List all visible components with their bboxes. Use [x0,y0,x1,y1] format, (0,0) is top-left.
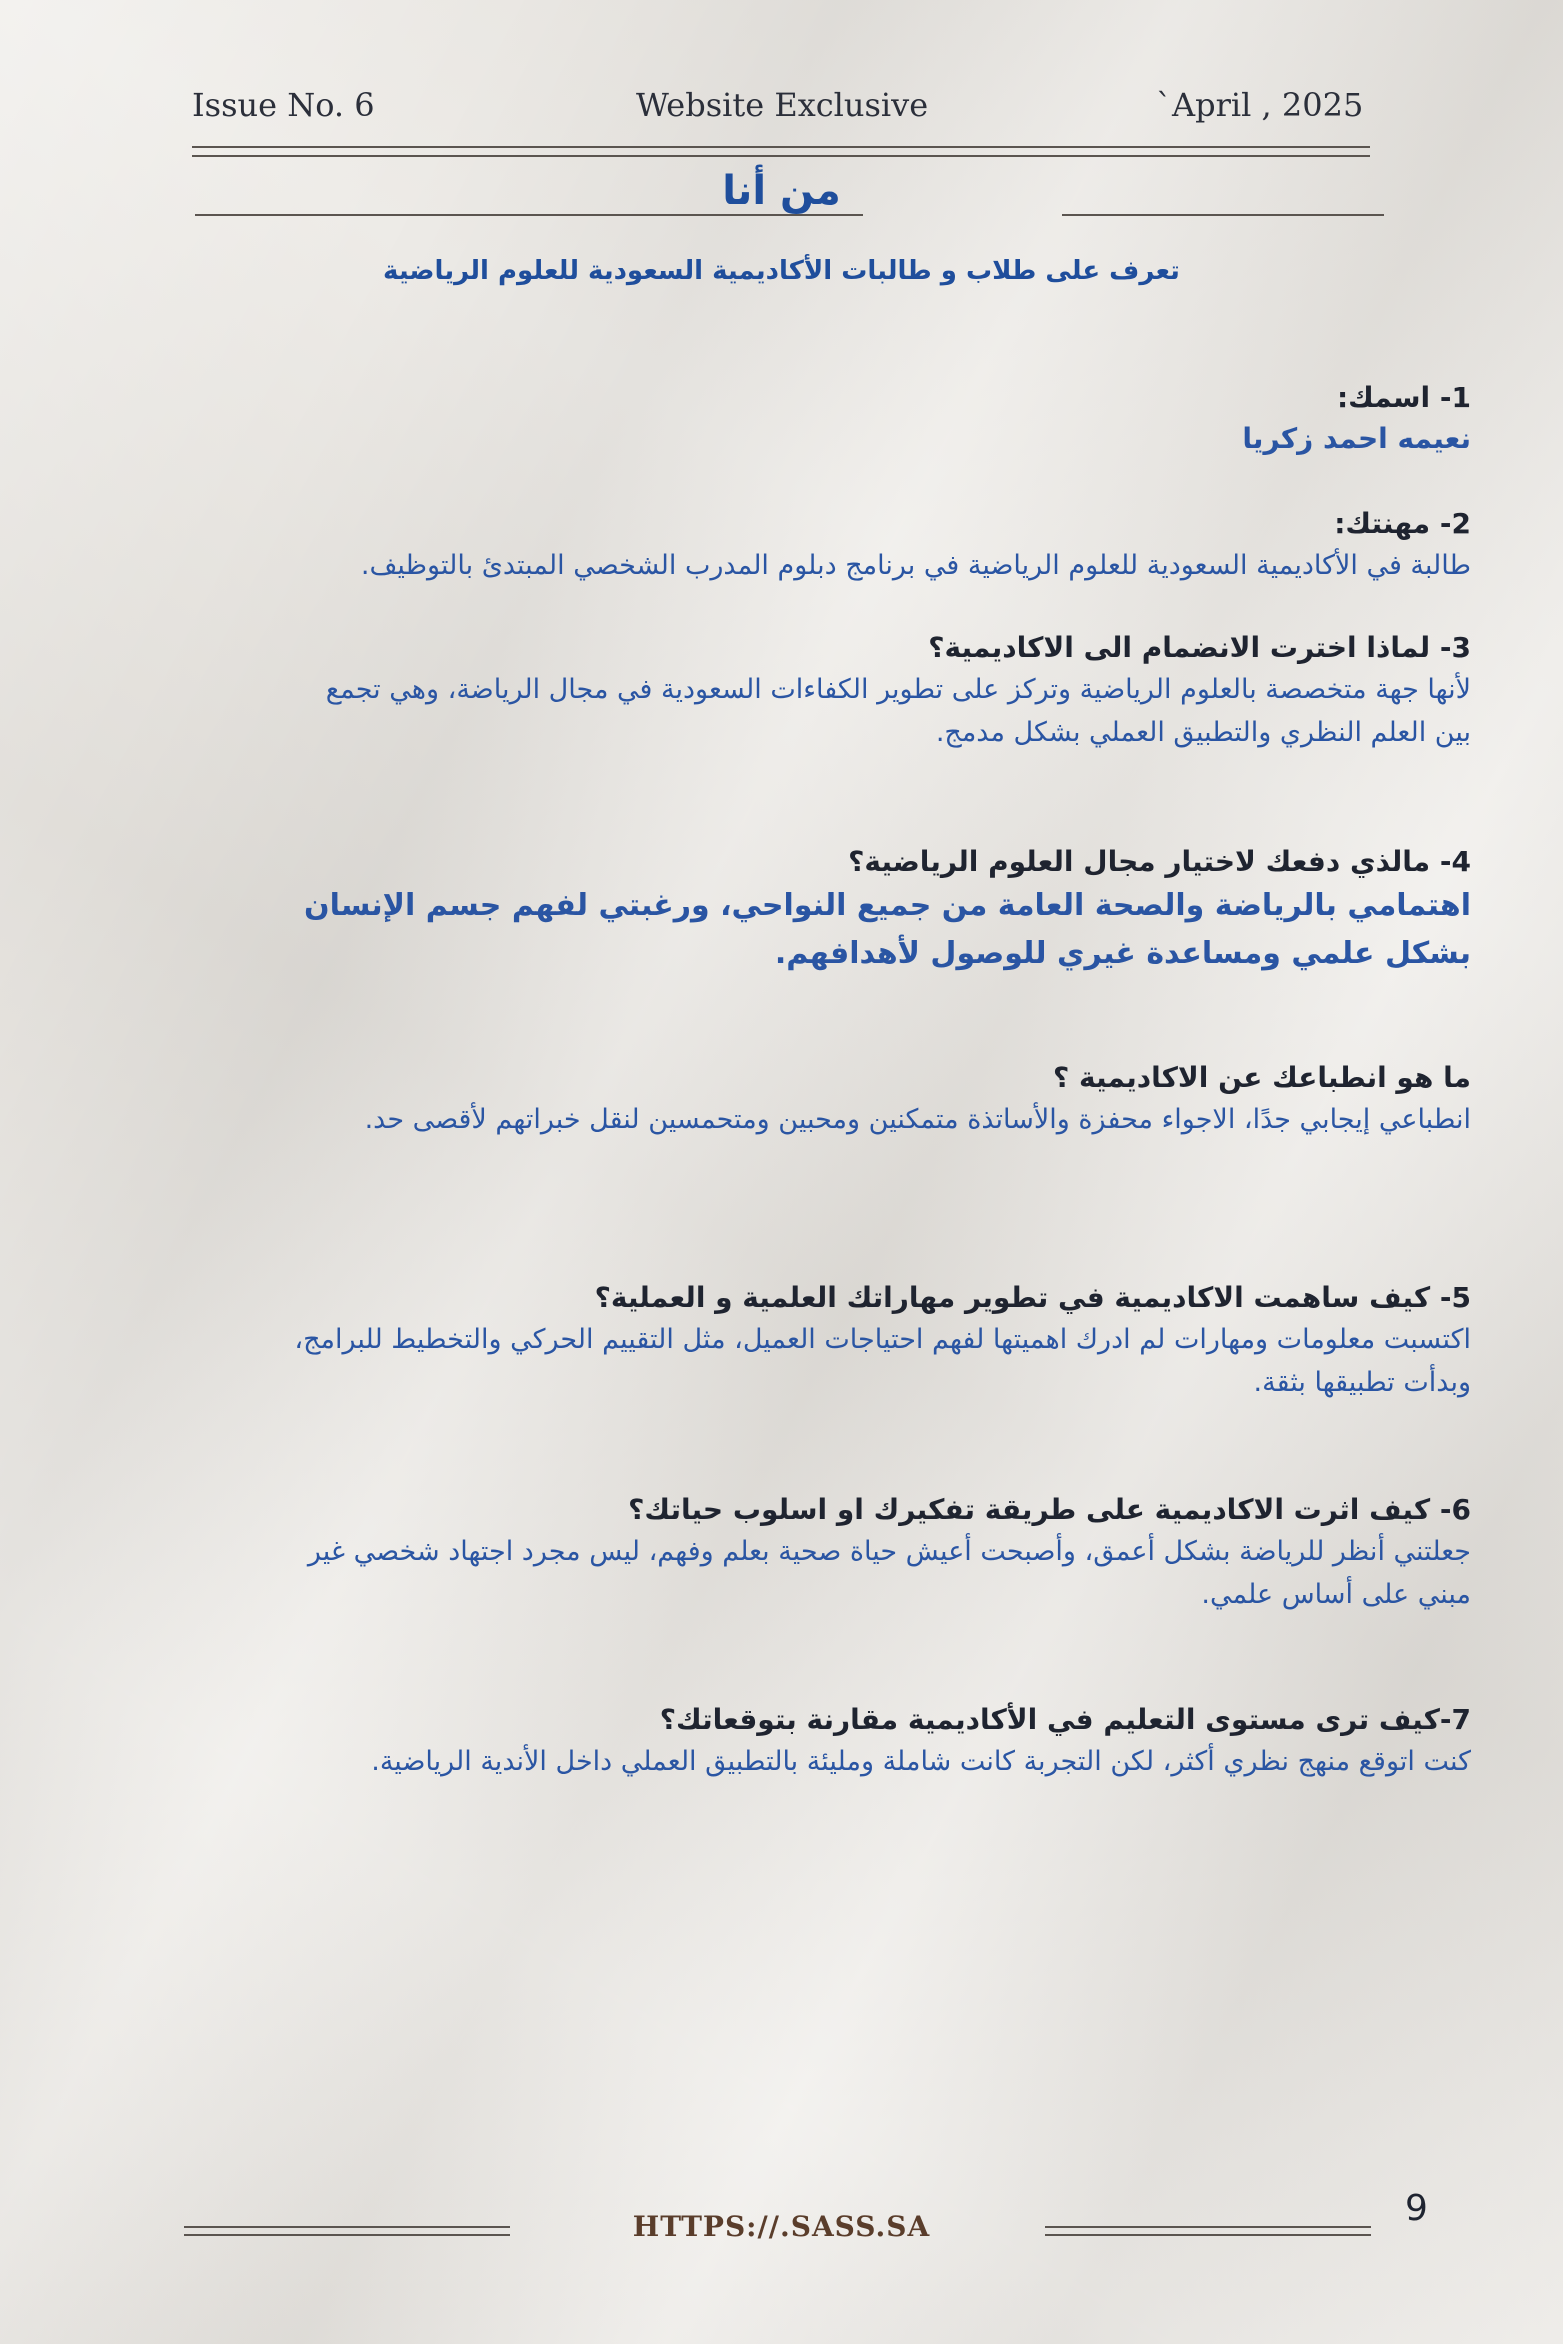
qa-item-4 [291,842,1471,978]
qa-item-5 [291,1278,1471,1404]
qa-item-1 [291,378,1471,460]
question: 6- كيف اثرت الاكاديمية على طريقة تفكيرك او اسلوب حياتك؟ [628,1493,1471,1526]
question: 4- مالذي دفعك لاختيار مجال العلوم الرياضية؟ [848,845,1471,878]
question: 2- مهنتك: [1334,507,1471,540]
website-link[interactable]: HTTPS://.SASS.SA [632,2210,931,2243]
question: ما هو انطباعك عن الاكاديمية ؟ [1053,1061,1471,1094]
qa-item-6 [291,1490,1471,1616]
header-rule-bottom [192,155,1370,157]
answer: نعيمه احمد زكريا [1242,422,1471,455]
issue-number: Issue No. 6 [192,86,375,124]
qa-item-2 [291,504,1471,587]
question: 5- كيف ساهمت الاكاديمية في تطوير مهاراتك العلمية و العملية؟ [594,1281,1471,1314]
question: 7-كيف ترى مستوى التعليم في الأكاديمية مقارنة بتوقعاتك؟ [659,1703,1471,1736]
answer: كنت اتوقع منهج نظري أكثر، لكن التجربة كانت شاملة ومليئة بالتطبيق العملي داخل الأندية الرياضية. [371,1746,1471,1777]
issue-date: `April , 2025 [1156,86,1364,124]
title-rule-left [195,214,863,216]
page-subtitle: تعرف على طلاب و طالبات الأكاديمية السعودية للعلوم الرياضية [383,256,1180,286]
page-number: 9 [1405,2188,1428,2229]
answer: لأنها جهة متخصصة بالعلوم الرياضية وتركز على تطوير الكفاءات السعودية في مجال الرياضة، وهي تجمع بين العلم النظري والتطبيق العملي بشكل مدمج. [325,674,1471,748]
title-rule-right [1062,214,1384,216]
qa-item-7 [291,1700,1471,1783]
answer: اهتمامي بالرياضة والصحة العامة من جميع النواحي، ورغبتي لفهم جسم الإنسان بشكل علمي ومساعدة غيري للوصول لأهدافهم. [303,888,1471,971]
qa-item-3 [291,628,1471,754]
answer: اكتسبت معلومات ومهارات لم ادرك اهميتها لفهم احتياجات العميل، مثل التقييم الحركي والتخطيط للبرامج، وبدأت تطبيقها بثقة. [294,1324,1471,1398]
question: 3- لماذا اخترت الانضمام الى الاكاديمية؟ [928,631,1471,664]
answer: طالبة في الأكاديمية السعودية للعلوم الرياضية في برنامج دبلوم المدرب الشخصي المبتدئ بالتوظيف. [360,550,1471,581]
page-title: من أنا [722,168,841,214]
qa-item-impression [291,1058,1471,1141]
edition-label: Website Exclusive [636,86,929,124]
header-rule-top [192,146,1370,148]
answer: انطباعي إيجابي جدًا، الاجواء محفزة والأساتذة متمكنين ومحبين ومتحمسين لنقل خبراتهم لأقصى حد. [364,1104,1471,1135]
answer: جعلتني أنظر للرياضة بشكل أعمق، وأصبحت أعيش حياة صحية بعلم وفهم، ليس مجرد اجتهاد شخصي غير مبني على أساس علمي. [307,1536,1471,1610]
question: 1- اسمك: [1336,381,1471,414]
